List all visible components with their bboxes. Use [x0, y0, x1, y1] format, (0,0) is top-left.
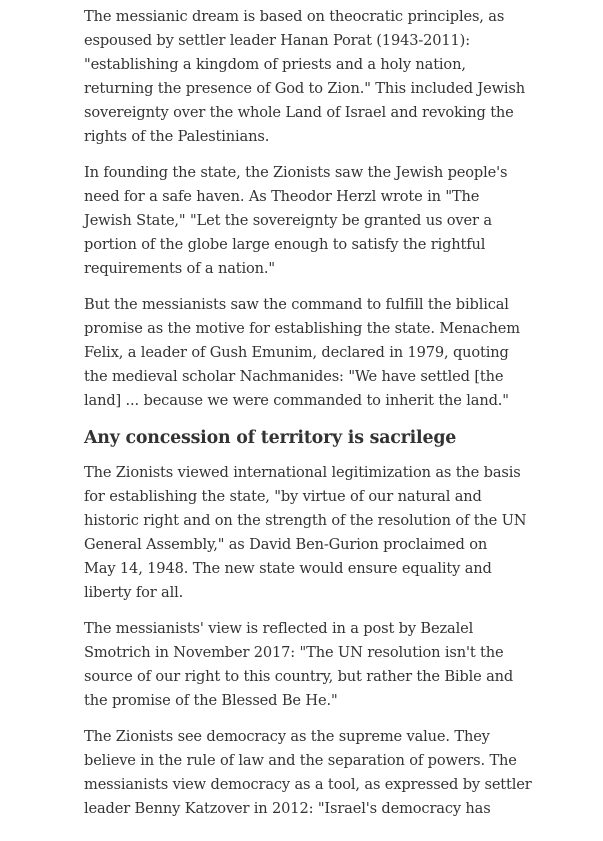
text-line: sovereignty over the whole Land of Israel and revoking the — [84, 104, 514, 121]
article-body — [84, 5, 532, 833]
text-line: the promise of the Blessed Be He." — [84, 692, 338, 709]
text-line: The Zionists viewed international legitimization as the basis — [84, 464, 521, 481]
text-line: "establishing a kingdom of priests and a holy nation, — [84, 56, 466, 73]
section-subheading: Any concession of territory is sacrilege — [84, 428, 457, 448]
paragraph-legitimization — [84, 461, 527, 605]
text-line: In founding the state, the Zionists saw the Jewish people's — [84, 164, 508, 181]
text-line: portion of the globe large enough to satisfy the rightful — [84, 236, 486, 253]
text-line: believe in the rule of law and the separation of powers. The — [84, 752, 517, 769]
text-line: The messianists' view is reflected in a post by Bezalel — [84, 620, 474, 637]
paragraph-founding-state — [84, 161, 524, 281]
text-line: the medieval scholar Nachmanides: "We have settled [the — [84, 368, 504, 385]
text-line: promise as the motive for establishing the state. Menachem — [84, 320, 520, 337]
text-line: Smotrich in November 2017: "The UN resolution isn't the — [84, 644, 504, 661]
text-line: source of our right to this country, but rather the Bible and — [84, 668, 514, 685]
text-line: liberty for all. — [84, 584, 184, 601]
paragraph-democracy — [84, 725, 532, 821]
text-line: The messianic dream is based on theocratic principles, as — [84, 8, 505, 25]
text-line: May 14, 1948. The new state would ensure equality and — [84, 560, 492, 577]
text-line: The Zionists see democracy as the supreme value. They — [84, 728, 490, 745]
text-line: messianists view democracy as a tool, as expressed by settler — [84, 776, 532, 793]
text-line: need for a safe haven. As Theodor Herzl wrote in "The — [84, 188, 480, 205]
text-line: returning the presence of God to Zion." This included Jewish — [84, 80, 526, 97]
text-line: Felix, a leader of Gush Emunim, declared in 1979, quoting — [84, 344, 509, 361]
text-line: leader Benny Katzover in 2012: "Israel's democracy has — [84, 800, 491, 817]
text-line: historic right and on the strength of the resolution of the UN — [84, 512, 527, 529]
text-line: for establishing the state, "by virtue of our natural and — [84, 488, 482, 505]
text-line: Jewish State," "Let the sovereignty be granted us over a — [84, 212, 492, 229]
text-line: But the messianists saw the command to fulfill the biblical — [84, 296, 509, 313]
text-line: land] ... because we were commanded to inherit the land." — [84, 392, 509, 409]
paragraph-smotrich-post — [84, 617, 524, 713]
paragraph-biblical-promise — [84, 293, 524, 413]
text-line: General Assembly," as David Ben-Gurion proclaimed on — [84, 536, 488, 553]
text-line: requirements of a nation." — [84, 260, 275, 277]
text-line: espoused by settler leader Hanan Porat (1943-2011): — [84, 32, 470, 49]
text-line: rights of the Palestinians. — [84, 128, 270, 145]
paragraph-messianic-dream — [84, 5, 524, 149]
